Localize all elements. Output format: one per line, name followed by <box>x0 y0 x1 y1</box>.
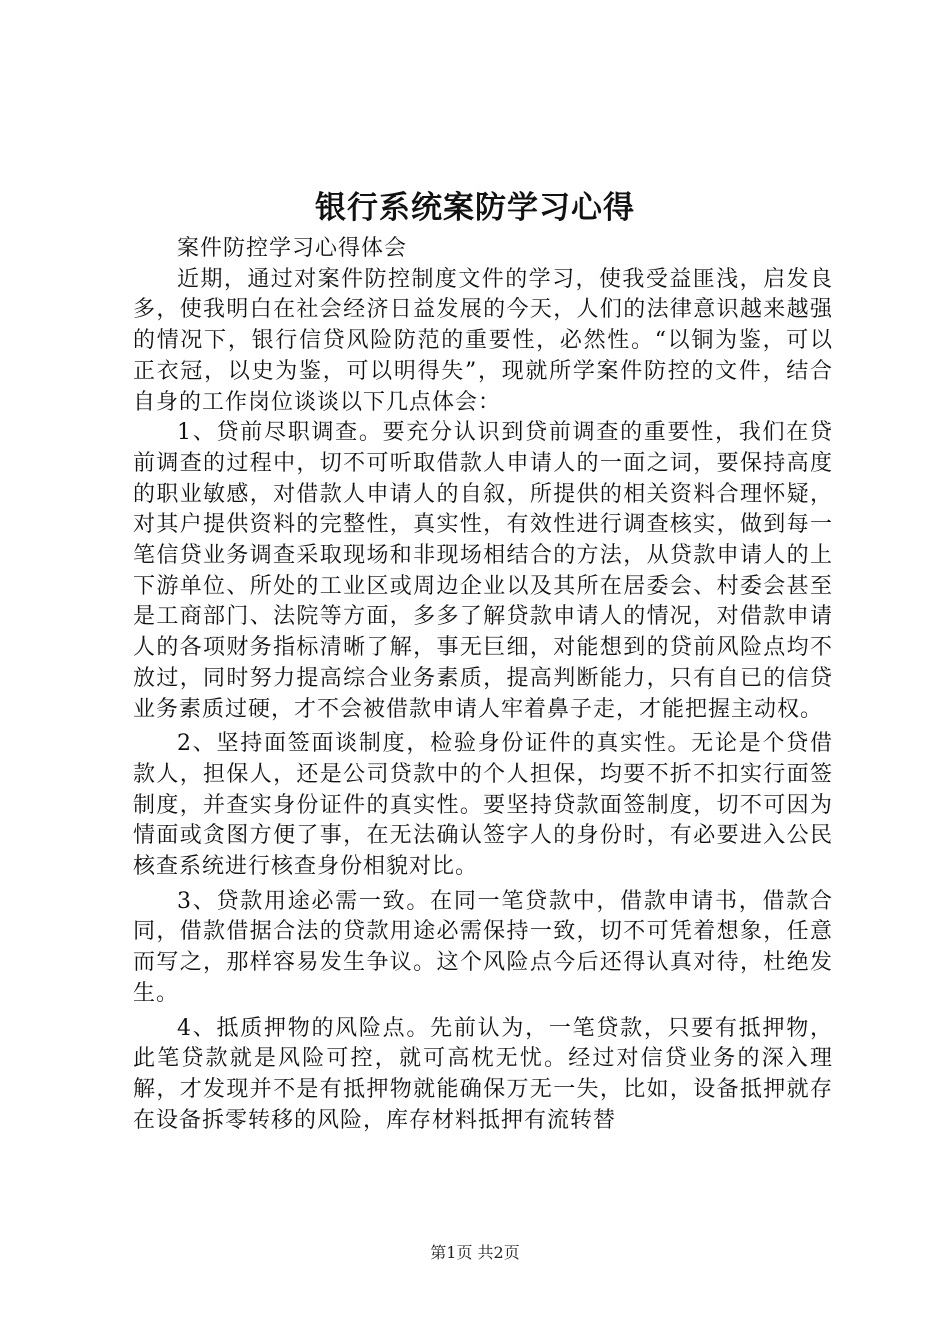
paragraph-point-1: 1、贷前尽职调查。要充分认识到贷前调查的重要性，我们在贷前调查的过程中，切不可听取借款人申请人的一面之词，要保持高度的职业敏感，对借款人申请人的自叙，所提供的相关资料合理怀疑，对其户提供资料的完整性，真实性，有效性进行调查核实，做到每一笔信贷业务调查采取现场和非现场相结合的方法，从贷款申请人的上下游单位、所处的工业区或周边企业以及其所在居委会、村委会甚至是工商部门、法院等方面，多多了解贷款申请人的情况，对借款申请人的各项财务指标清晰了解，事无巨细，对能想到的贷前风险点均不放过，同时努力提高综合业务素质，提高判断能力，只有自已的信贷业务素质过硬，才不会被借款申请人牢着鼻子走，才能把握主动权。 <box>133 420 833 722</box>
paragraph-point-2: 2、坚持面签面谈制度，检验身份证件的真实性。无论是个贷借款人，担保人，还是公司贷款中的个人担保，均要不折不扣实行面签制度，并查实身份证件的真实性。要坚持贷款面签制度，切不可因为情面或贪图方便了事，在无法确认签字人的身份时，有必要进入公民核查系统进行核查身份相貌对比。 <box>133 731 833 880</box>
document-body <box>133 234 833 1136</box>
paragraph-point-4: 4、抵质押物的风险点。先前认为，一笔贷款，只要有抵押物，此笔贷款就是风险可控，就可高枕无忧。经过对信贷业务的深入理解，才发现并不是有抵押物就能确保万无一失，比如，设备抵押就存在设备拆零转移的风险，库存材料抵押有流转替 <box>133 1015 833 1133</box>
paragraph-intro: 近期，通过对案件防控制度文件的学习，使我受益匪浅，启发良多，使我明白在社会经济日益发展的今天，人们的法律意识越来越强的情况下，银行信贷风险防范的重要性，必然性。“以铜为鉴，可以正衣冠，以史为鉴，可以明得失”，现就所学案件防控的文件，结合自身的工作岗位谈谈以下几点体会： <box>133 266 833 415</box>
document-title: 银行系统案防学习心得 <box>315 190 635 226</box>
document-subtitle: 案件防控学习心得体会 <box>177 236 408 261</box>
page-footer: 第1页 共2页 <box>430 1243 520 1262</box>
paragraph-point-3: 3、贷款用途必需一致。在同一笔贷款中，借款申请书，借款合同，借款借据合法的贷款用途必需保持一致，切不可凭着想象，任意而写之，那样容易发生争议。这个风险点今后还得认真对待，杜绝发生。 <box>133 888 833 1006</box>
